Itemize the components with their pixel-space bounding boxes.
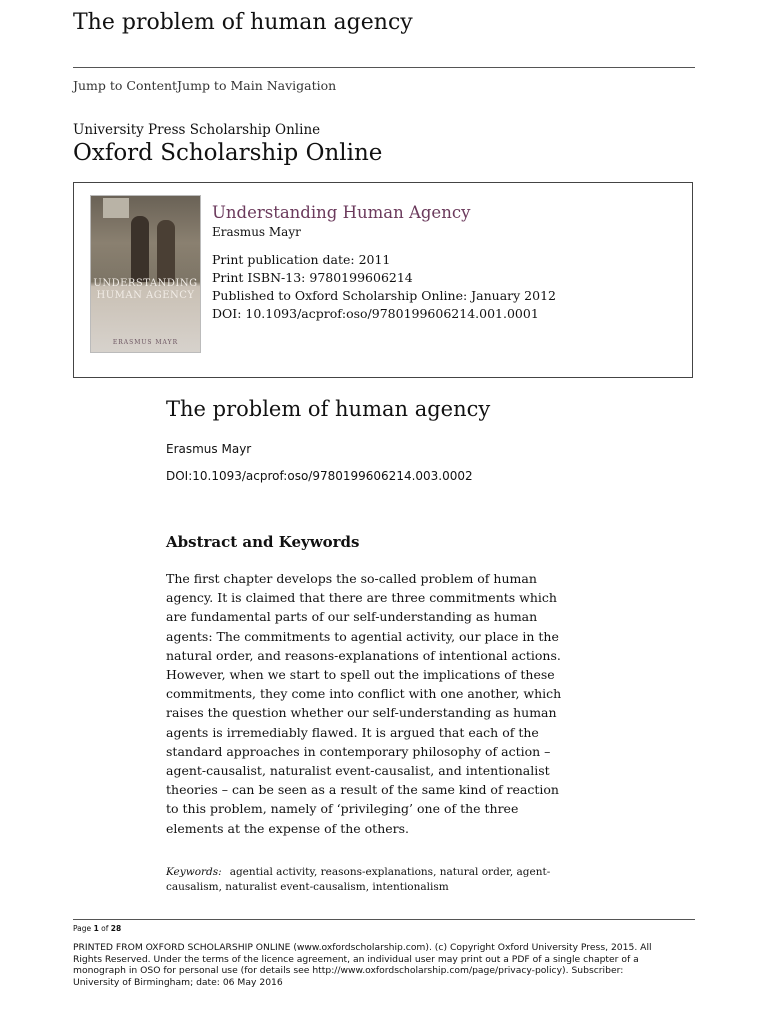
footer-line: monograph in OSO for personal use (for details see http://www.oxfordscholarship.com/page/privacy-policy). Subscriber: xyxy=(73,965,624,976)
publisher-line: University Press Scholarship Online xyxy=(73,122,321,138)
book-cover-image[interactable] xyxy=(90,195,201,353)
abstract-line: to this problem, namely of ‘privileging’ one of the three xyxy=(166,801,519,817)
published-to-oso: Published to Oxford Scholarship Online: January 2012 xyxy=(212,288,556,303)
abstract-line: agent-causalist, naturalist event-causalist, and intentionalist xyxy=(166,763,550,779)
chapter-title: The problem of human agency xyxy=(166,397,491,421)
skip-links xyxy=(73,78,336,93)
keywords-text-1: agential activity, reasons-explanations, natural order, agent- xyxy=(229,866,551,878)
keywords-label: Keywords: xyxy=(166,866,222,878)
abstract-heading: Abstract and Keywords xyxy=(166,533,360,551)
abstract-line: agency. It is claimed that there are three commitments which xyxy=(166,590,557,606)
abstract-line: raises the question whether our self-understanding as human xyxy=(166,705,557,721)
book-title-link[interactable]: Understanding Human Agency xyxy=(212,203,471,222)
footer-line: University of Birmingham; date: 06 May 2016 xyxy=(73,976,283,988)
cover-title-line-2: HUMAN AGENCY xyxy=(96,290,195,301)
header-divider xyxy=(73,67,695,68)
book-doi: DOI: 10.1093/acprof:oso/9780199606214.001.0001 xyxy=(212,306,539,321)
print-publication-date: Print publication date: 2011 xyxy=(212,252,391,267)
page-of: of xyxy=(101,924,109,933)
footer-line: Rights Reserved. Under the terms of the licence agreement, an individual user may print out a PDF of a single chapter of a xyxy=(73,953,639,965)
abstract-line: elements at the expense of the others. xyxy=(166,820,410,836)
cover-figure-left xyxy=(131,216,149,282)
keywords-block xyxy=(166,865,586,895)
abstract-line: agents: The commitments to agential activity, our place in the xyxy=(166,628,559,644)
abstract-line: The first chapter develops the so-called problem of human xyxy=(166,571,537,586)
book-details xyxy=(212,203,556,323)
footer-divider xyxy=(73,919,695,920)
keywords-line-1 xyxy=(166,865,586,880)
print-isbn: Print ISBN-13: 9780199606214 xyxy=(212,270,413,285)
abstract-line: standard approaches in contemporary philosophy of action – xyxy=(166,743,551,759)
abstract-line: are fundamental parts of our self-understanding as human xyxy=(166,609,538,625)
cover-author: ERASMUS MAYR xyxy=(112,339,179,346)
abstract-line: agents is irremediably flawed. It is argued that each of the xyxy=(166,724,539,740)
keywords-text-2: causalism, naturalist event-causalism, intentionalism xyxy=(166,881,449,893)
footer-copyright xyxy=(73,942,695,988)
page-current: 1 xyxy=(93,924,99,933)
abstract-line: commitments, they come into conflict with one another, which xyxy=(166,686,562,702)
footer-line: PRINTED FROM OXFORD SCHOLARSHIP ONLINE (www.oxfordscholarship.com). (c) Copyright Oxford University Press, 2015. All xyxy=(73,942,652,953)
book-meta xyxy=(212,251,556,323)
abstract-line: However, when we start to spell out the implications of these xyxy=(166,667,555,683)
cover-figure-right xyxy=(157,220,175,282)
page-total: 28 xyxy=(110,924,122,933)
abstract-text xyxy=(166,569,606,838)
page-number xyxy=(73,924,121,933)
site-name: Oxford Scholarship Online xyxy=(73,140,383,166)
page-prefix: Page xyxy=(73,924,92,933)
book-author: Erasmus Mayr xyxy=(212,225,301,239)
jump-to-content-link[interactable]: Jump to Content xyxy=(73,78,178,93)
chapter-doi: DOI:10.1093/acprof:oso/9780199606214.003.0002 xyxy=(166,469,473,483)
cover-title-line-1: UNDERSTANDING xyxy=(93,278,198,289)
page-header-title: The problem of human agency xyxy=(73,10,413,35)
abstract-line: natural order, and reasons-explanations of intentional actions. xyxy=(166,647,561,663)
cover-window-shape xyxy=(103,198,129,218)
chapter-author: Erasmus Mayr xyxy=(166,442,252,456)
abstract-line: theories – can be seen as a result of the same kind of reaction xyxy=(166,782,559,798)
book-info-box xyxy=(73,182,693,378)
jump-to-main-navigation-link[interactable]: Jump to Main Navigation xyxy=(177,78,337,93)
